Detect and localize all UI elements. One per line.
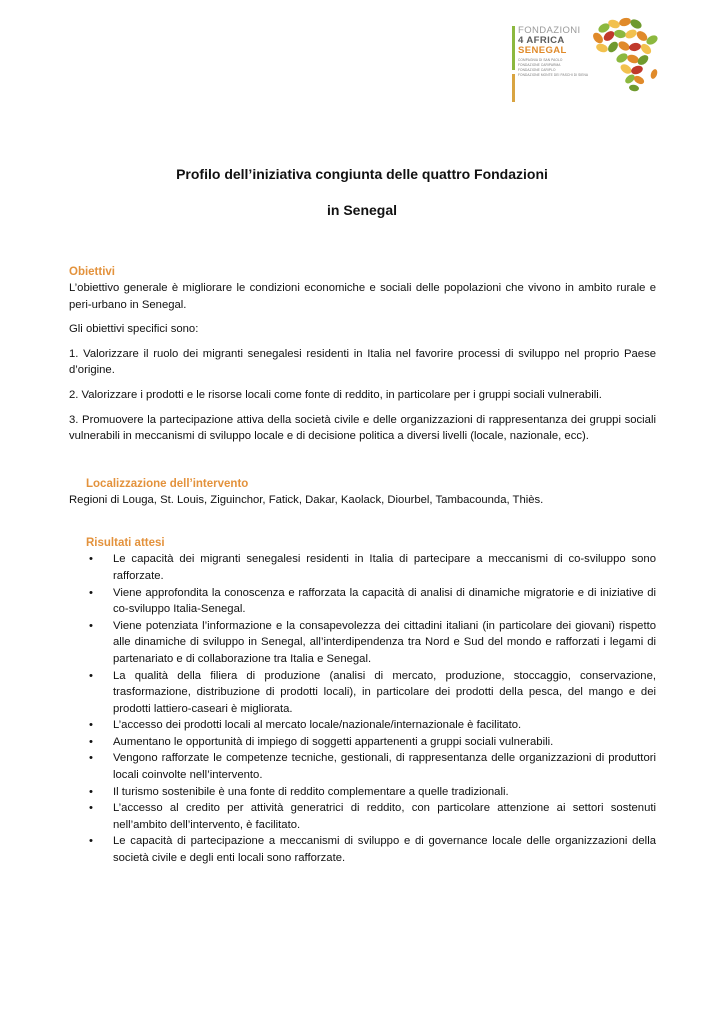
bullet-marker: • bbox=[89, 669, 93, 682]
bullet-marker: • bbox=[89, 835, 93, 848]
objective-item: 2. Valorizzare i prodotti e le risorse locali come fonte di reddito, in particolare per i gruppi sociali vulnerabili. bbox=[69, 388, 602, 401]
bullet-marker: • bbox=[89, 752, 93, 765]
document-body bbox=[69, 264, 656, 867]
africa-map-icon bbox=[590, 14, 662, 94]
bullet-marker: • bbox=[89, 735, 93, 748]
logo-line-2: 4 AFRICA bbox=[518, 35, 565, 46]
list-item-text: Aumentano le opportunità di impiego di soggetti appartenenti a gruppi sociali vulnerabili. bbox=[113, 735, 554, 748]
bullet-marker: • bbox=[89, 719, 93, 732]
africa-leaves bbox=[591, 17, 659, 92]
logo-member: FONDAZIONE CARIPARMA bbox=[518, 63, 561, 67]
page-title-line-2: in Senegal bbox=[326, 202, 398, 218]
list-item-text: Vengono rafforzate le competenze tecniche, gestionali, di rappresentanza delle organizzazioni di produttori locali coinvolte nell’intervento. bbox=[113, 752, 656, 782]
objective-item: 3. Promuovere la partecipazione attiva della società civile e delle organizzazioni di rappresentanza dei gruppi sociali vulnerabili in meccanismi di sviluppo locale e di decisione politica a diversi livelli (locale, nazionale, ecc). bbox=[69, 413, 656, 443]
list-item bbox=[69, 750, 656, 783]
bullet-marker: • bbox=[89, 619, 93, 632]
logo-bar-orange bbox=[512, 74, 515, 102]
list-item bbox=[69, 551, 656, 584]
list-item-text: Le capacità di partecipazione a meccanismi di sviluppo e di governance locale delle organizzazioni della società civile e degli enti locali sono rafforzate. bbox=[113, 835, 656, 865]
logo-bar-green bbox=[512, 26, 515, 70]
objectives-heading: Obiettivi bbox=[69, 266, 116, 278]
list-item-text: L’accesso dei prodotti locali al mercato locale/nazionale/internazionale è facilitato. bbox=[113, 719, 522, 732]
list-item-text: Viene potenziata l’informazione e la consapevolezza dei cittadini italiani (in particolare dei giovani) rispetto alle dinamiche di sviluppo in Senegal, all’interdipendenza tra Nord e Sud del mondo e rafforzati i legami di partenariato e di collaborazione tra Italia e Senegal. bbox=[113, 619, 656, 665]
list-item bbox=[69, 618, 656, 668]
specific-objectives-intro: Gli obiettivi specifici sono: bbox=[69, 323, 199, 336]
bullet-marker: • bbox=[89, 553, 93, 566]
list-item bbox=[69, 833, 656, 866]
results-list bbox=[69, 551, 656, 866]
bullet-marker: • bbox=[89, 785, 93, 798]
objectives-section bbox=[69, 264, 656, 445]
list-item bbox=[69, 585, 656, 618]
location-text: Regioni di Louga, St. Louis, Ziguinchor, Fatick, Dakar, Kaolack, Diourbel, Tambacounda, Thiès. bbox=[69, 493, 544, 506]
location-section bbox=[69, 476, 656, 509]
logo-member: FONDAZIONE MONTE DEI PASCHI DI SIENA bbox=[518, 73, 589, 77]
list-item bbox=[69, 734, 656, 751]
list-item-text: La qualità della filiera di produzione (analisi di mercato, produzione, stoccaggio, conservazione, trasformazione, distribuzione di prodotti locali), in particolare dei prodotti della pesca, del mango e dei prodotti lattiero-caseari è migliorata. bbox=[113, 669, 656, 715]
results-section bbox=[69, 535, 656, 866]
logo-members bbox=[518, 58, 592, 78]
logo-line-1: FONDAZIONI bbox=[518, 25, 581, 36]
general-objective: L’obiettivo generale è migliorare le condizioni economiche e sociali delle popolazioni che vivono in ambito rurale e peri-urbano in Senegal. bbox=[69, 282, 656, 311]
list-item-text: L’accesso al credito per attività generatrici di reddito, con particolare attenzione ai settori sostenuti nell’ambito dell’intervento, è facilitato. bbox=[113, 802, 656, 831]
logo-line-3: SENEGAL bbox=[518, 45, 567, 56]
list-item-text: Le capacità dei migranti senegalesi residenti in Italia di partecipare a meccanismi di co-sviluppo sono rafforzate. bbox=[113, 553, 656, 582]
logo-wordmark bbox=[512, 26, 592, 78]
page-title: Profilo dell’iniziativa congiunta delle quattro Fondazioni bbox=[176, 166, 548, 182]
list-item bbox=[69, 717, 656, 734]
list-item-text: Il turismo sostenibile è una fonte di reddito complementare a quelle tradizionali. bbox=[113, 785, 509, 798]
results-heading: Risultati attesi bbox=[86, 537, 165, 550]
objective-item: 1. Valorizzare il ruolo dei migranti senegalesi residenti in Italia nel favorire processi di sviluppo nel proprio Paese d’origine. bbox=[69, 347, 656, 377]
bullet-marker: • bbox=[89, 586, 93, 599]
list-item bbox=[69, 784, 656, 801]
logo-member: COMPAGNIA DI SAN PAOLO bbox=[518, 58, 563, 62]
header-logo bbox=[512, 14, 662, 94]
list-item-text: Viene approfondita la conoscenza e rafforzata la capacità di analisi di dinamiche migratorie e di iniziative di co-sviluppo Italia-Senegal. bbox=[113, 586, 656, 616]
logo-member: FONDAZIONE CARIPLO bbox=[518, 68, 556, 72]
list-item bbox=[69, 800, 656, 833]
bullet-marker: • bbox=[89, 802, 93, 815]
list-item bbox=[69, 668, 656, 718]
location-heading: Localizzazione dell’intervento bbox=[86, 477, 249, 490]
